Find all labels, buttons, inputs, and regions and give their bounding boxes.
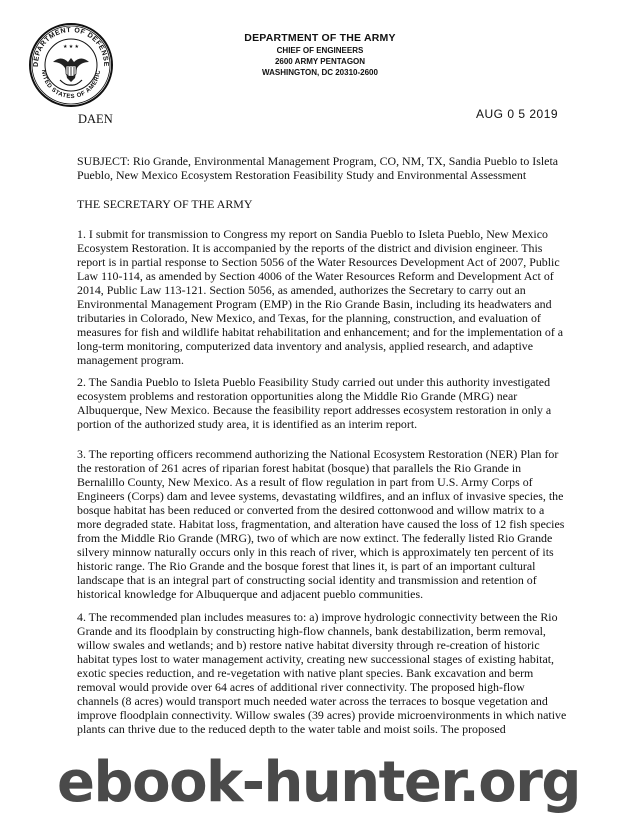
addressee: THE SECRETARY OF THE ARMY	[77, 197, 253, 211]
address-line: 2600 ARMY PENTAGON	[274, 57, 366, 66]
svg-text:DEPARTMENT OF DEFENSE: DEPARTMENT OF DEFENSE	[32, 26, 110, 68]
subject-line: SUBJECT: Rio Grande, Environmental Management Program, CO, NM, TX, Sandia Pueblo to Isleta Pueblo, New Mexico Ecosystem Restoration Feasibility Study and Environmental Assessment	[77, 154, 559, 182]
watermark: ebook-hunter.org	[57, 750, 580, 815]
paragraph-3: 3. The reporting officers recommend authorizing the National Ecosystem Restoration (NER) Plan for the restoration of 261 acres of riparian forest habitat (bosque) that parallels the Rio Grande in Bernalillo County, New Mexico. As a result of flow regulation in part from U.S. Army Corps of Engineers (Corps) dam and levee systems, devastating wildfires, and an influx of invasive species, the bosque habitat has been reduced or converted from the desired cottonwood and willow matrix to a more degraded state. Habitat loss, fragmentation, and alteration have caused the loss of 12 fish species from the Middle Rio Grande (MRG), two of which are now extinct. The federally listed Rio Grande silvery minnow naturally occurs only in this reach of river, which is approximately ten percent of its historic range. The Rio Grande and the bosque forest that lines it, is part of an important cultural landscape that is an integral part of constructing social identity and transmission and retention of historical knowledge for Albuquerque and adjacent pueblo communities.	[77, 447, 565, 601]
department-name: DEPARTMENT OF THE ARMY	[244, 32, 396, 44]
svg-text:★ ★ ★: ★ ★ ★	[63, 45, 79, 50]
paragraph-4: 4. The recommended plan includes measures to: a) improve hydrologic connectivity between the Rio Grande and its floodplain by constructing high-flow channels, bank destabilization, berm removal, willow swales and wetlands; and b) restore native habitat diversity through re-creation of historic habitat types lost to water management activity, creating new successional stages of existing habitat, exotic species reduction, and re-vegetation with native plant species. Bank excavation and berm removal would provide over 64 acres of additional river connectivity. The proposed high-flow channels (8 acres) would transport much needed water across the terraces to bosque vegetation and improve floodplain connectivity. Willow swales (39 acres) provide microenvironments in which native plants can thrive due to the reduced depth to the water table and moist soils. The proposed	[77, 610, 567, 736]
office-name: CHIEF OF ENGINEERS	[276, 46, 364, 55]
date-stamp: AUG 0 5 2019	[476, 107, 559, 121]
paragraph-1: 1. I submit for transmission to Congress my report on Sandia Pueblo to Isleta Pueblo, New Mexico Ecosystem Restoration. It is accompanied by the reports of the district and division engineer. This report is in partial response to Section 5056 of the Water Resources Development Act of 2007, Public Law 110-114, as amended by Section 4006 of the Water Resources Reform and Development Act of 2014, Public Law 113-121. Section 5056, as amended, authorizes the Secretary to carry out an Environmental Management Program (EMP) in the Rio Grande Basin, including its headwaters and tributaries in Colorado, New Mexico, and Texas, for the planning, construction, and evaluation of measures for fish and wildlife habitat rehabilitation and enhancement; and for the implementation of a long-term monitoring, computerized data inventory and analysis, applied research, and adaptive management program.	[77, 227, 564, 367]
department-of-defense-seal-icon	[28, 22, 114, 108]
office-symbol: DAEN	[78, 112, 113, 126]
paragraph-2: 2. The Sandia Pueblo to Isleta Pueblo Feasibility Study carried out under this authority investigated ecosystem problems and restoration opportunities along the Middle Rio Grande (MRG) near Albuquerque, New Mexico. Because the feasibility report addresses ecosystem restoration in only a portion of the authorized study area, it is identified as an interim report.	[77, 375, 552, 431]
letterhead	[150, 33, 490, 78]
svg-text:UNITED STATES OF AMERICA: NITED STATES OF AMERIC	[39, 69, 103, 101]
city-line: WASHINGTON, DC 20310-2600	[262, 68, 378, 77]
